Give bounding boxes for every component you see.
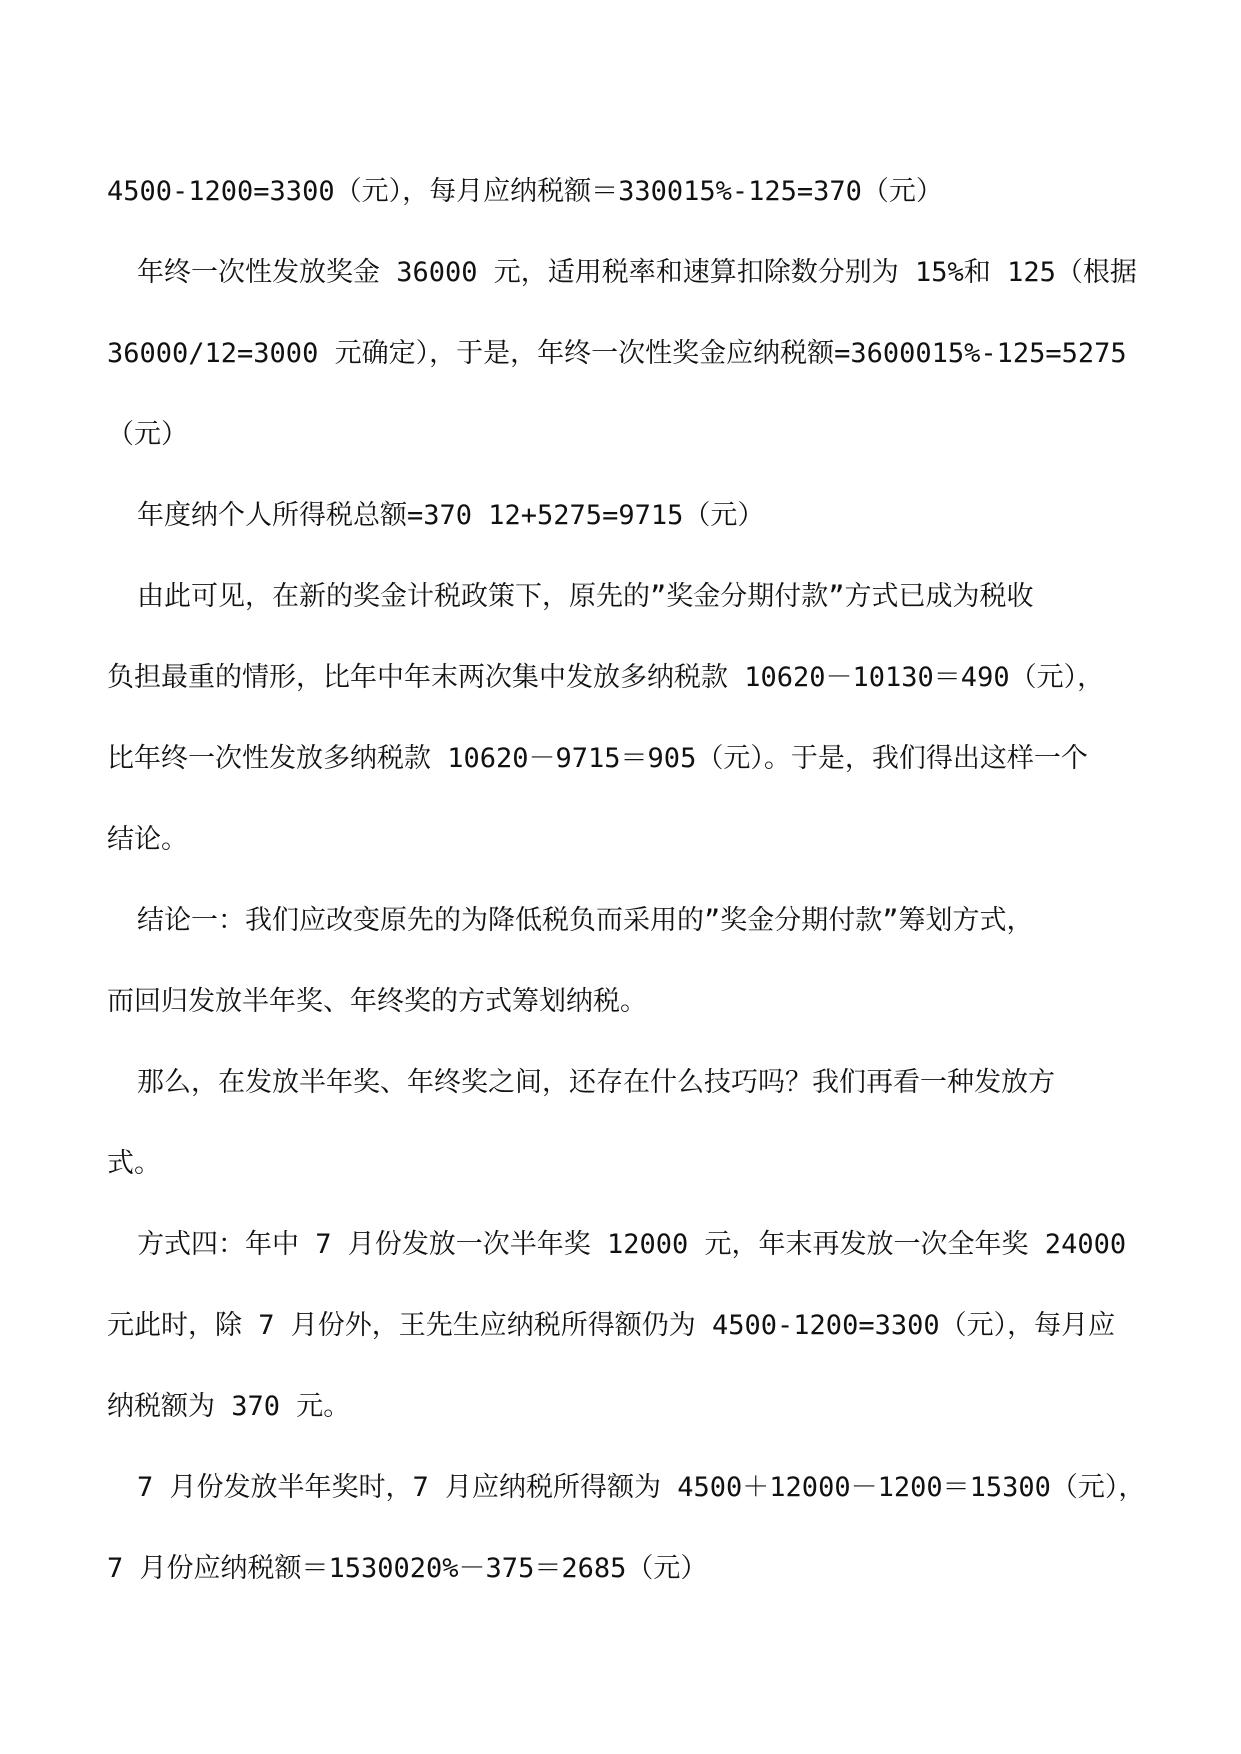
text-line: 而回归发放半年奖、年终奖的方式筹划纳税。 bbox=[107, 986, 647, 1017]
text-line: 元此时，除 7 月份外，王先生应纳税所得额仍为 4500-1200=3300（元），每月应 bbox=[107, 1310, 1116, 1341]
text-line: 由此可见，在新的奖金计税政策下，原先的”奖金分期付款”方式已成为税收 bbox=[137, 581, 1034, 612]
text-line: 年度纳个人所得税总额=370 12+5275=9715（元） bbox=[137, 500, 765, 531]
text-line: （元） bbox=[107, 419, 188, 450]
text-line: 36000/12=3000 元确定），于是，年终一次性奖金应纳税额=3600015%-125=5275 bbox=[107, 338, 1127, 369]
text-line: 式。 bbox=[107, 1148, 161, 1179]
text-line: 结论。 bbox=[107, 824, 188, 855]
text-line: 7 月份应纳税额＝1530020%－375＝2685（元） bbox=[107, 1553, 708, 1584]
text-line: 年终一次性发放奖金 36000 元，适用税率和速算扣除数分别为 15%和 125（根据 bbox=[137, 257, 1137, 288]
text-line: 纳税额为 370 元。 bbox=[107, 1391, 351, 1422]
text-line: 负担最重的情形，比年中年末两次集中发放多纳税款 10620－10130＝490（元）， bbox=[107, 662, 1105, 693]
text-line: 那么，在发放半年奖、年终奖之间，还存在什么技巧吗？我们再看一种发放方 bbox=[137, 1067, 1055, 1098]
text-line: 方式四：年中 7 月份发放一次半年奖 12000 元，年末再发放一次全年奖 24000 bbox=[137, 1229, 1127, 1260]
text-line: 结论一：我们应改变原先的为降低税负而采用的”奖金分期付款”筹划方式， bbox=[137, 905, 1034, 936]
text-line: 比年终一次性发放多纳税款 10620－9715＝905（元）。于是，我们得出这样一个 bbox=[107, 743, 1088, 774]
text-line: 7 月份发放半年奖时，7 月应纳税所得额为 4500＋12000－1200＝15300（元）， bbox=[137, 1472, 1146, 1503]
text-line: 4500-1200=3300（元），每月应纳税额＝330015%-125=370（元） bbox=[107, 176, 943, 207]
